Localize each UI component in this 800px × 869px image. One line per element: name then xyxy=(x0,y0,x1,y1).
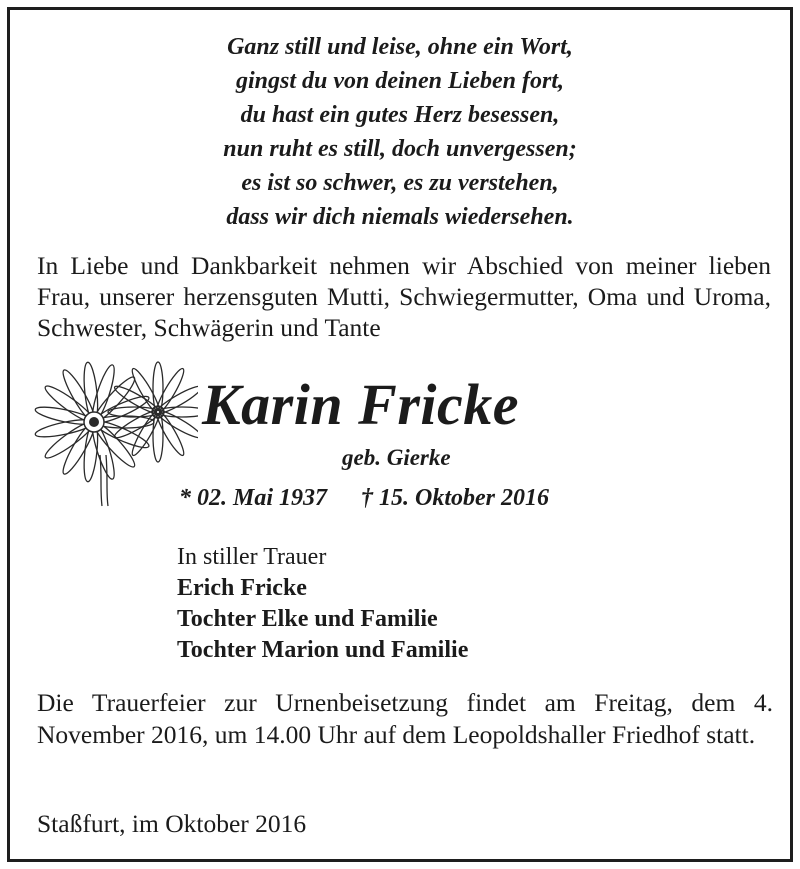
maiden-name: geb. Gierke xyxy=(342,445,451,470)
place-date: Staßfurt, im Oktober 2016 xyxy=(37,809,307,838)
farewell-text: In Liebe und Dankbarkeit nehmen wir Abschied von meiner lieben Frau, unserer herzensguten Mutti, Schwiegermutter, Oma und Uroma, Schwester, Schwägerin und Tante xyxy=(37,251,771,342)
mourners xyxy=(177,542,468,666)
poem-line: Ganz still und leise, ohne ein Wort, xyxy=(227,34,573,60)
mourner-name: Tochter Marion und Familie xyxy=(177,637,469,663)
death-date: † 15. Oktober 2016 xyxy=(361,485,550,511)
poem xyxy=(10,30,790,234)
life-dates xyxy=(179,482,549,514)
poem-line: gingst du von deinen Lieben fort, xyxy=(235,68,565,94)
birth-date: * 02. Mai 1937 xyxy=(179,485,328,511)
mourner-name: Tochter Elke und Familie xyxy=(177,606,438,632)
poem-line: es ist so schwer, es zu verstehen, xyxy=(241,170,559,196)
poem-line: dass wir dich niemals wiedersehen. xyxy=(226,204,574,230)
poem-line: nun ruht es still, doch unvergessen; xyxy=(223,136,577,162)
funeral-service-text: Die Trauerfeier zur Urnenbeisetzung findet am Freitag, dem 4. November 2016, um 14.00 Uhr auf dem Leopoldshaller Friedhof statt. xyxy=(37,688,773,749)
poem-line: du hast ein gutes Herz besessen, xyxy=(240,102,560,128)
mourner-name: Erich Fricke xyxy=(177,575,307,601)
flower-icon xyxy=(30,360,198,510)
mourners-heading: In stiller Trauer xyxy=(177,544,327,570)
deceased-name: Karin Fricke xyxy=(202,372,519,437)
obituary-notice xyxy=(7,7,793,862)
